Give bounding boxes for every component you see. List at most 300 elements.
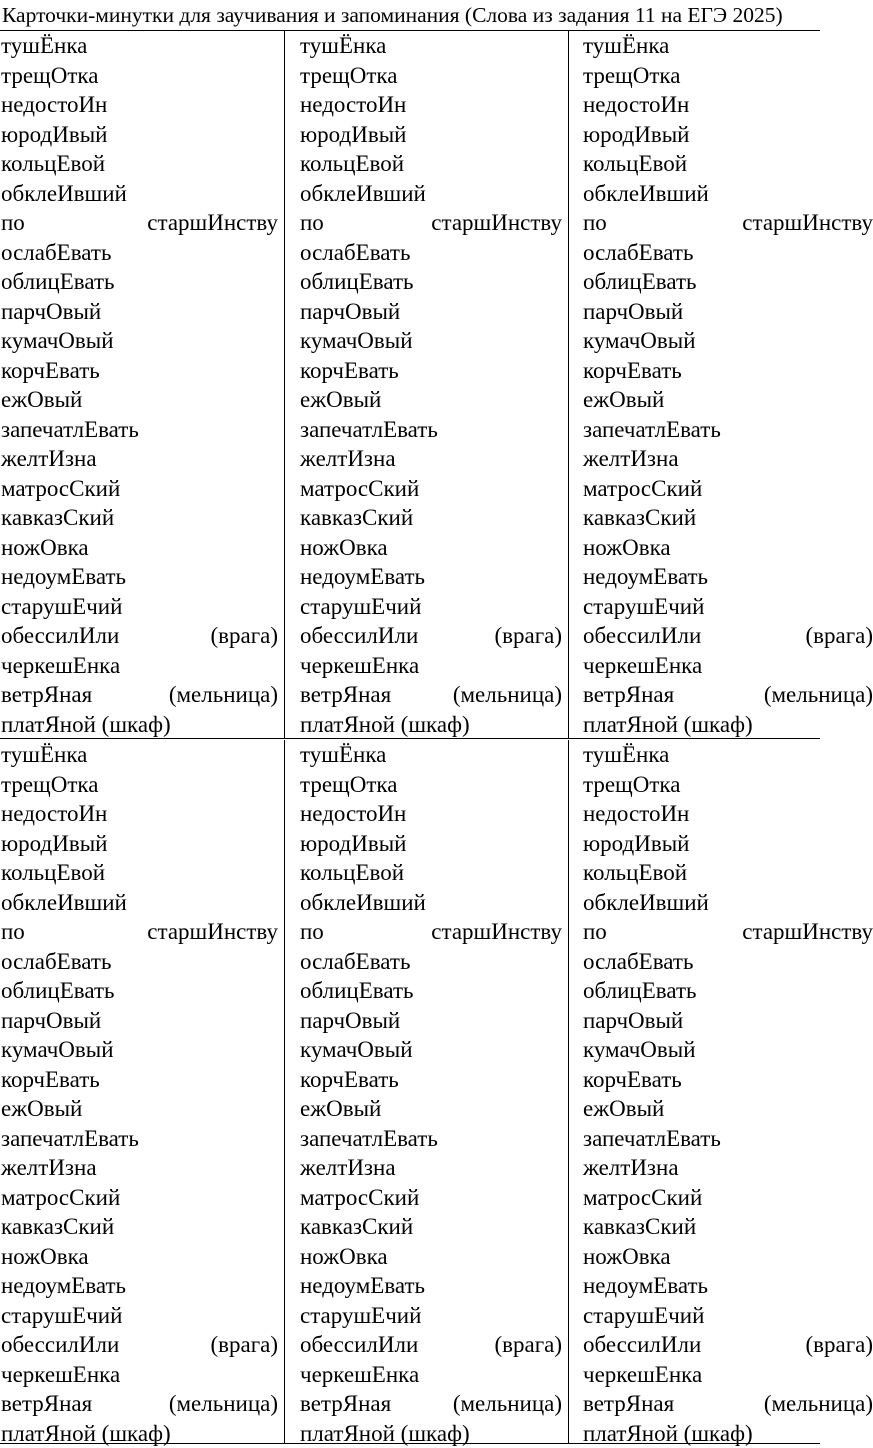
card-word bbox=[569, 1360, 873, 1390]
card-word-main: парчОвый bbox=[300, 1006, 400, 1036]
card-word-main: ножОвка bbox=[583, 1242, 671, 1272]
card-word-tail: (врага) bbox=[494, 621, 562, 651]
card-word bbox=[0, 1242, 284, 1272]
card-word bbox=[285, 1124, 568, 1154]
card-word bbox=[285, 179, 568, 209]
card-word-tail: старшИнству bbox=[147, 208, 278, 238]
card-word bbox=[569, 917, 873, 947]
card-word-main: черкешЕнка bbox=[300, 651, 419, 681]
card-word-main: кавказСкий bbox=[300, 1212, 413, 1242]
card-word-main: корчЕвать bbox=[300, 356, 399, 386]
card-word bbox=[569, 1212, 873, 1242]
card-word-main: желтИзна bbox=[300, 444, 396, 474]
card-word bbox=[569, 592, 873, 622]
card-word-main: ежОвый bbox=[300, 385, 381, 415]
card-word-main: недоумЕвать bbox=[1, 562, 126, 592]
card-word-main: недостоИн bbox=[300, 90, 406, 120]
card-word-main: парчОвый bbox=[1, 1006, 101, 1036]
card-word bbox=[285, 474, 568, 504]
card-word-main: кумачОвый bbox=[1, 1035, 114, 1065]
card-word bbox=[285, 680, 568, 710]
card-word-main: обклеИвший bbox=[1, 179, 127, 209]
card-word bbox=[0, 562, 284, 592]
card-word-main: платЯной (шкаф) bbox=[1, 710, 171, 740]
card-word-main: тушЁнка bbox=[300, 31, 386, 61]
card-word bbox=[285, 1301, 568, 1331]
card-word bbox=[285, 592, 568, 622]
card-word-main: матросСкий bbox=[1, 474, 120, 504]
card-word bbox=[569, 1065, 873, 1095]
card-word-main: запечатлЕвать bbox=[300, 1124, 438, 1154]
card-word-main: запечатлЕвать bbox=[1, 415, 139, 445]
card-word-tail: старшИнству bbox=[742, 208, 873, 238]
card-word-main: кольцЕвой bbox=[300, 858, 404, 888]
card-word-main: недоумЕвать bbox=[300, 1271, 425, 1301]
card-word bbox=[569, 1153, 873, 1183]
card-word-main: черкешЕнка bbox=[583, 651, 702, 681]
card-word bbox=[285, 770, 568, 800]
card-word-main: ножОвка bbox=[300, 1242, 388, 1272]
card-word-tail: (врага) bbox=[210, 621, 278, 651]
card-word bbox=[569, 90, 873, 120]
card-word bbox=[569, 829, 873, 859]
card-word-main: недостоИн bbox=[300, 799, 406, 829]
card-word-main: тушЁнка bbox=[300, 740, 386, 770]
card-word-main: юродИвый bbox=[300, 829, 406, 859]
cards-table bbox=[0, 30, 820, 1445]
card-word bbox=[285, 1183, 568, 1213]
card-word bbox=[285, 31, 568, 61]
card-word-main: корчЕвать bbox=[583, 1065, 682, 1095]
card-word-main: по bbox=[1, 208, 25, 238]
card-word-main: тушЁнка bbox=[1, 740, 87, 770]
card-word-main: черкешЕнка bbox=[1, 651, 120, 681]
card-word-main: ветрЯная bbox=[583, 680, 674, 710]
card-word-main: кольцЕвой bbox=[1, 858, 105, 888]
card-word bbox=[0, 474, 284, 504]
card-word-main: обессилИли bbox=[300, 1330, 418, 1360]
card-word-main: трещОтка bbox=[583, 61, 680, 91]
card-word-main: недоумЕвать bbox=[1, 1271, 126, 1301]
card-word bbox=[0, 1124, 284, 1154]
card-word bbox=[569, 1301, 873, 1331]
card-word-main: обклеИвший bbox=[1, 888, 127, 918]
card-word bbox=[0, 1094, 284, 1124]
card-word-main: старушЕчий bbox=[583, 1301, 704, 1331]
card-word bbox=[0, 1006, 284, 1036]
card-word bbox=[0, 444, 284, 474]
card-word bbox=[0, 917, 284, 947]
card-word bbox=[0, 120, 284, 150]
card-word bbox=[569, 503, 873, 533]
card-word-tail: (мельница) bbox=[169, 1389, 278, 1419]
card-word-main: ежОвый bbox=[583, 385, 664, 415]
card-word bbox=[0, 1153, 284, 1183]
card-word bbox=[285, 297, 568, 327]
card-word-main: парчОвый bbox=[1, 297, 101, 327]
card-word bbox=[285, 1271, 568, 1301]
card-word-main: кумачОвый bbox=[300, 1035, 413, 1065]
document-title: Карточки-минутки для заучивания и запоминания (Слова из задания 11 на ЕГЭ 2025) bbox=[2, 1, 783, 29]
card-word bbox=[285, 1094, 568, 1124]
card-word bbox=[285, 1419, 568, 1448]
card-word bbox=[285, 651, 568, 681]
card-word-main: ежОвый bbox=[583, 1094, 664, 1124]
card-word bbox=[569, 1183, 873, 1213]
card-word bbox=[285, 562, 568, 592]
card-word bbox=[569, 149, 873, 179]
card-word bbox=[285, 208, 568, 238]
card-word-main: ножОвка bbox=[300, 533, 388, 563]
card-word-tail: (мельница) bbox=[453, 1389, 562, 1419]
card-word bbox=[0, 858, 284, 888]
card-word bbox=[0, 621, 284, 651]
card-word bbox=[285, 888, 568, 918]
card-word-main: запечатлЕвать bbox=[1, 1124, 139, 1154]
card-word-main: ножОвка bbox=[1, 1242, 89, 1272]
card-word bbox=[285, 415, 568, 445]
card-word bbox=[569, 356, 873, 386]
card-word-main: юродИвый bbox=[1, 120, 107, 150]
card-word-main: кавказСкий bbox=[583, 503, 696, 533]
card-word-main: кумачОвый bbox=[1, 326, 114, 356]
card-word-main: облицЕвать bbox=[300, 976, 413, 1006]
card-word bbox=[569, 208, 873, 238]
card-word-main: ослабЕвать bbox=[300, 947, 410, 977]
card-word bbox=[285, 917, 568, 947]
card-word bbox=[285, 740, 568, 770]
word-card bbox=[569, 740, 829, 1443]
card-word bbox=[0, 1360, 284, 1390]
card-word-main: запечатлЕвать bbox=[300, 415, 438, 445]
word-card bbox=[569, 31, 829, 738]
card-word bbox=[569, 947, 873, 977]
card-word-main: ослабЕвать bbox=[1, 947, 111, 977]
card-word bbox=[285, 1389, 568, 1419]
card-word-main: по bbox=[583, 917, 607, 947]
card-word bbox=[285, 326, 568, 356]
card-word-main: матросСкий bbox=[300, 474, 419, 504]
card-word-main: недостоИн bbox=[1, 90, 107, 120]
card-word bbox=[0, 799, 284, 829]
card-word bbox=[569, 1035, 873, 1065]
card-word bbox=[569, 444, 873, 474]
card-word bbox=[285, 1360, 568, 1390]
card-word bbox=[569, 976, 873, 1006]
card-word bbox=[285, 947, 568, 977]
card-word-tail: (мельница) bbox=[453, 680, 562, 710]
card-word bbox=[285, 1330, 568, 1360]
card-word-main: ежОвый bbox=[1, 1094, 82, 1124]
card-word-main: желтИзна bbox=[583, 1153, 679, 1183]
card-word-main: кумачОвый bbox=[300, 326, 413, 356]
card-word-main: ежОвый bbox=[300, 1094, 381, 1124]
card-word-main: недостоИн bbox=[583, 90, 689, 120]
card-word-main: ножОвка bbox=[583, 533, 671, 563]
card-word-main: тушЁнка bbox=[583, 31, 669, 61]
card-word bbox=[285, 858, 568, 888]
card-word-main: кольцЕвой bbox=[300, 149, 404, 179]
card-word bbox=[0, 740, 284, 770]
card-word bbox=[285, 444, 568, 474]
card-word-main: обессилИли bbox=[583, 1330, 701, 1360]
card-word bbox=[569, 326, 873, 356]
card-word bbox=[0, 208, 284, 238]
card-word-main: черкешЕнка bbox=[583, 1360, 702, 1390]
card-word bbox=[0, 680, 284, 710]
cards-row-2 bbox=[0, 740, 820, 1444]
card-word bbox=[569, 740, 873, 770]
card-word bbox=[569, 621, 873, 651]
card-word-main: трещОтка bbox=[300, 61, 397, 91]
card-word-main: старушЕчий bbox=[300, 1301, 421, 1331]
card-word bbox=[0, 179, 284, 209]
card-word bbox=[0, 1212, 284, 1242]
card-word bbox=[569, 858, 873, 888]
card-word bbox=[569, 1094, 873, 1124]
card-word bbox=[569, 770, 873, 800]
card-word-main: кумачОвый bbox=[583, 1035, 696, 1065]
card-word bbox=[0, 829, 284, 859]
card-word-main: недоумЕвать bbox=[300, 562, 425, 592]
card-word bbox=[569, 1389, 873, 1419]
card-word-main: обклеИвший bbox=[300, 888, 426, 918]
card-word bbox=[569, 1271, 873, 1301]
word-card bbox=[285, 740, 569, 1443]
card-word bbox=[0, 770, 284, 800]
card-word-main: тушЁнка bbox=[1, 31, 87, 61]
card-word-main: по bbox=[300, 917, 324, 947]
card-word-main: юродИвый bbox=[300, 120, 406, 150]
card-word-main: старушЕчий bbox=[1, 1301, 122, 1331]
card-word bbox=[0, 651, 284, 681]
card-word-main: парчОвый bbox=[583, 297, 683, 327]
card-word bbox=[0, 947, 284, 977]
card-word-main: облицЕвать bbox=[1, 267, 114, 297]
card-word bbox=[285, 1242, 568, 1272]
card-word bbox=[0, 1035, 284, 1065]
card-word bbox=[285, 1212, 568, 1242]
card-word bbox=[0, 1419, 284, 1448]
card-word-main: черкешЕнка bbox=[300, 1360, 419, 1390]
card-word bbox=[0, 1301, 284, 1331]
card-word-main: ветрЯная bbox=[583, 1389, 674, 1419]
card-word-main: обклеИвший bbox=[583, 888, 709, 918]
card-word bbox=[569, 1419, 873, 1448]
card-word bbox=[0, 503, 284, 533]
card-word bbox=[0, 592, 284, 622]
card-word-main: матросСкий bbox=[583, 1183, 702, 1213]
card-word bbox=[569, 474, 873, 504]
card-word bbox=[569, 1124, 873, 1154]
card-word-main: ветрЯная bbox=[300, 680, 391, 710]
card-word bbox=[0, 267, 284, 297]
card-word-main: тушЁнка bbox=[583, 740, 669, 770]
card-word-main: парчОвый bbox=[300, 297, 400, 327]
card-word bbox=[569, 1242, 873, 1272]
card-word-main: трещОтка bbox=[1, 770, 98, 800]
card-word bbox=[285, 710, 568, 740]
card-word bbox=[285, 1153, 568, 1183]
card-word bbox=[0, 385, 284, 415]
card-word bbox=[285, 976, 568, 1006]
card-word-main: кавказСкий bbox=[1, 503, 114, 533]
card-word bbox=[0, 1330, 284, 1360]
card-word bbox=[285, 90, 568, 120]
card-word bbox=[285, 267, 568, 297]
card-word-main: желтИзна bbox=[583, 444, 679, 474]
card-word-tail: (мельница) bbox=[764, 680, 873, 710]
card-word-main: трещОтка bbox=[300, 770, 397, 800]
word-card bbox=[0, 740, 285, 1443]
card-word bbox=[569, 267, 873, 297]
card-word-tail: (мельница) bbox=[764, 1389, 873, 1419]
card-word-main: запечатлЕвать bbox=[583, 1124, 721, 1154]
card-word bbox=[569, 533, 873, 563]
card-word bbox=[569, 179, 873, 209]
card-word-tail: (врага) bbox=[494, 1330, 562, 1360]
card-word bbox=[569, 680, 873, 710]
card-word-main: ослабЕвать bbox=[583, 238, 693, 268]
card-word-main: недостоИн bbox=[1, 799, 107, 829]
card-word bbox=[0, 90, 284, 120]
card-word-main: корчЕвать bbox=[1, 356, 100, 386]
card-word-main: ветрЯная bbox=[1, 680, 92, 710]
card-word bbox=[0, 1389, 284, 1419]
card-word bbox=[285, 149, 568, 179]
card-word-main: обессилИли bbox=[300, 621, 418, 651]
card-word bbox=[569, 61, 873, 91]
card-word-main: обклеИвший bbox=[300, 179, 426, 209]
card-word-main: кавказСкий bbox=[1, 1212, 114, 1242]
card-word bbox=[285, 61, 568, 91]
card-word-main: кольцЕвой bbox=[583, 149, 687, 179]
card-word-main: корчЕвать bbox=[583, 356, 682, 386]
card-word bbox=[285, 829, 568, 859]
card-word-main: желтИзна bbox=[1, 444, 97, 474]
card-word-main: кумачОвый bbox=[583, 326, 696, 356]
card-word-main: матросСкий bbox=[1, 1183, 120, 1213]
card-word-main: ослабЕвать bbox=[583, 947, 693, 977]
card-word-tail: (мельница) bbox=[169, 680, 278, 710]
card-word bbox=[285, 385, 568, 415]
card-word bbox=[0, 888, 284, 918]
card-word-main: желтИзна bbox=[1, 1153, 97, 1183]
card-word bbox=[285, 621, 568, 651]
card-word-main: юродИвый bbox=[583, 829, 689, 859]
card-word-main: черкешЕнка bbox=[1, 1360, 120, 1390]
card-word bbox=[285, 503, 568, 533]
card-word-main: ежОвый bbox=[1, 385, 82, 415]
card-word-main: желтИзна bbox=[300, 1153, 396, 1183]
card-word bbox=[0, 1065, 284, 1095]
card-word-main: недостоИн bbox=[583, 799, 689, 829]
card-word bbox=[285, 1035, 568, 1065]
card-word bbox=[285, 1065, 568, 1095]
card-word-main: корчЕвать bbox=[300, 1065, 399, 1095]
card-word-main: обклеИвший bbox=[583, 179, 709, 209]
card-word bbox=[0, 238, 284, 268]
card-word-main: кольцЕвой bbox=[1, 149, 105, 179]
card-word bbox=[569, 710, 873, 740]
card-word-main: платЯной (шкаф) bbox=[1, 1419, 171, 1448]
card-word bbox=[569, 385, 873, 415]
card-word-main: старушЕчий bbox=[300, 592, 421, 622]
card-word-main: юродИвый bbox=[1, 829, 107, 859]
card-word-main: трещОтка bbox=[583, 770, 680, 800]
card-word bbox=[0, 710, 284, 740]
card-word bbox=[0, 31, 284, 61]
card-word bbox=[0, 297, 284, 327]
card-word-main: по bbox=[300, 208, 324, 238]
card-word-main: старушЕчий bbox=[1, 592, 122, 622]
card-word-main: платЯной (шкаф) bbox=[300, 710, 470, 740]
card-word bbox=[569, 1330, 873, 1360]
card-word-main: корчЕвать bbox=[1, 1065, 100, 1095]
card-word bbox=[285, 533, 568, 563]
card-word bbox=[569, 297, 873, 327]
card-word-main: обессилИли bbox=[583, 621, 701, 651]
card-word-main: недоумЕвать bbox=[583, 1271, 708, 1301]
card-word bbox=[285, 238, 568, 268]
card-word-main: платЯной (шкаф) bbox=[583, 1419, 753, 1448]
word-card bbox=[285, 31, 569, 738]
card-word bbox=[0, 415, 284, 445]
card-word-main: ветрЯная bbox=[1, 1389, 92, 1419]
card-word-main: облицЕвать bbox=[300, 267, 413, 297]
card-word-main: старушЕчий bbox=[583, 592, 704, 622]
card-word bbox=[285, 120, 568, 150]
card-word-main: облицЕвать bbox=[583, 267, 696, 297]
card-word-main: по bbox=[1, 917, 25, 947]
card-word bbox=[569, 120, 873, 150]
card-word bbox=[569, 651, 873, 681]
card-word-main: обессилИли bbox=[1, 621, 119, 651]
card-word-main: запечатлЕвать bbox=[583, 415, 721, 445]
card-word-main: облицЕвать bbox=[1, 976, 114, 1006]
card-word-main: кавказСкий bbox=[300, 503, 413, 533]
card-word bbox=[0, 1271, 284, 1301]
card-word-main: платЯной (шкаф) bbox=[300, 1419, 470, 1448]
card-word-main: кавказСкий bbox=[583, 1212, 696, 1242]
card-word bbox=[569, 799, 873, 829]
card-word-tail: старшИнству bbox=[431, 917, 562, 947]
card-word-main: кольцЕвой bbox=[583, 858, 687, 888]
card-word-main: облицЕвать bbox=[583, 976, 696, 1006]
card-word bbox=[569, 415, 873, 445]
card-word bbox=[285, 799, 568, 829]
card-word-tail: старшИнству bbox=[147, 917, 278, 947]
card-word bbox=[569, 562, 873, 592]
card-word bbox=[0, 326, 284, 356]
card-word bbox=[285, 356, 568, 386]
card-word bbox=[0, 976, 284, 1006]
card-word bbox=[569, 238, 873, 268]
card-word bbox=[0, 533, 284, 563]
card-word-main: ослабЕвать bbox=[300, 238, 410, 268]
card-word-main: недоумЕвать bbox=[583, 562, 708, 592]
card-word bbox=[569, 888, 873, 918]
card-word-tail: старшИнству bbox=[431, 208, 562, 238]
card-word-tail: старшИнству bbox=[742, 917, 873, 947]
card-word-main: трещОтка bbox=[1, 61, 98, 91]
card-word-tail: (врага) bbox=[210, 1330, 278, 1360]
card-word bbox=[285, 1006, 568, 1036]
card-word bbox=[569, 31, 873, 61]
card-word-tail: (врага) bbox=[805, 621, 873, 651]
card-word-main: матросСкий bbox=[583, 474, 702, 504]
card-word bbox=[0, 356, 284, 386]
